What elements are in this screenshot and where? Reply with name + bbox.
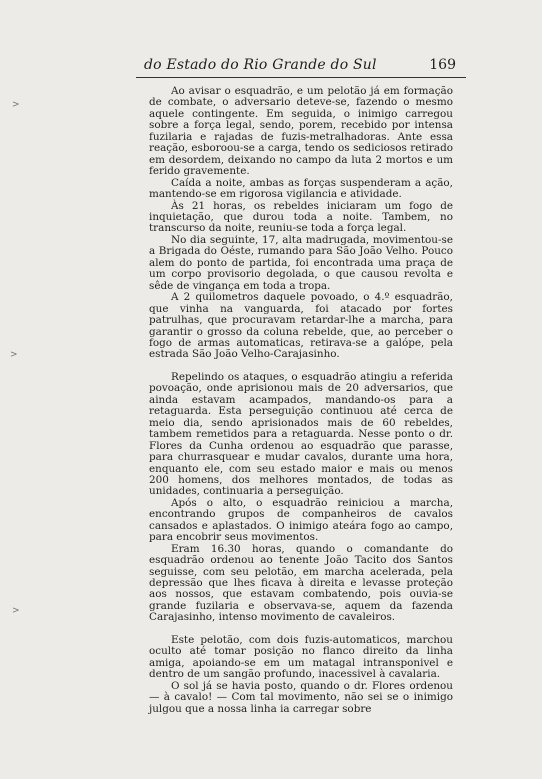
paragraph: Eram 16.30 horas, quando o comandante do esquadrão ordenou ao tenente João Tacito dos Santos seguisse, com seu pelotão, em marcha acelerada, pela depressão que lhes ficava à direita e levasse proteção aos nossos, que estavam combatendo, pois ouvia-se grande fuzilaria e observava-se, aquem da fazenda Carajasinho, intenso movimento de cavaleiros. bbox=[149, 542, 453, 624]
body-text bbox=[149, 86, 453, 715]
paragraph: Ao avisar o esquadrão, e um pelotão já em formação de combate, o adversario deteve-se, fazendo o mesmo aquele contingente. Em seguida, o inimigo carregou sobre a força legal, sendo, porem, recebido por intensa fuzilaria e rajadas de fuzis-metralhadoras. Ante essa reação, esboroou-se a carga, tendo os sediciosos retirado em desordem, deixando no campo da luta 2 mortos e um ferido gravemente. bbox=[149, 85, 453, 178]
margin-mark: > bbox=[12, 100, 20, 110]
paragraph: Às 21 horas, os rebeldes iniciaram um fogo de inquietação, que durou toda a noite. Tambem, no transcurso da noite, reuniu-se toda a força legal. bbox=[149, 199, 453, 235]
paragraph: No dia seguinte, 17, alta madrugada, movimentou-se a Brigada do Oéste, rumando para São João Velho. Pouco alem do ponto de partida, foi encontrada uma praça de um corpo provisorio degolada, o que causou revolta e sêde de vingança em toda a tropa. bbox=[149, 233, 453, 292]
margin-mark: > bbox=[10, 350, 18, 360]
page-number: 169 bbox=[429, 57, 456, 73]
paragraph: Repelindo os ataques, o esquadrão atingiu a referida povoação, onde aprisionou mais de 20 adversarios, que ainda estavam acampados, mandando-os para a retaguarda. Esta perseguição continuou até cerca de meio dia, sendo aprisionados mais de 60 rebeldes, tambem remetidos para a retaguarda. Nesse ponto o dr. Flores da Cunha ordenou ao esquadrão que parasse, para churrasquear e mudar cavalos, durante uma hora, enquanto ele, com seu estado maior e mais ou menos 200 homens, dos melhores montados, de todas as unidades, continuaria a perseguição. bbox=[149, 370, 453, 498]
paragraph: Caída a noite, ambas as forças suspenderam a ação, mantendo-se em rigorosa vigilancia e atividade. bbox=[149, 176, 453, 201]
running-header bbox=[136, 57, 466, 78]
paragraph: Após o alto, o esquadrão reiniciou a marcha, encontrando grupos de companheiros de cavalos cansados e aplastados. O inimigo ateára fogo ao campo, para encobrir seus movimentos. bbox=[149, 496, 453, 544]
paragraph: O sol já se havia posto, quando o dr. Flores ordenou — à cavalo! — Com tal movimento, não sei se o inimigo julgou que a nossa linha ia carregar sobre bbox=[149, 679, 453, 715]
paragraph: A 2 quilometros daquele povoado, o 4.º esquadrão, que vinha na vanguarda, foi atacado por fortes patrulhas, que procuravam retardar-lhe a marcha, para garantir o grosso da coluna rebelde, que, ao perceber o fogo de armas automaticas, retirava-se a galópe, pela estrada São João Velho-Carajasinho. bbox=[149, 291, 453, 361]
running-title: do Estado do Rio Grande do Sul bbox=[144, 57, 377, 73]
paragraph: Este pelotão, com dois fuzis-automaticos, marchou oculto até tomar posição no flanco direito da linha amiga, apoiando-se em um matagal intransponivel e dentro de um sangão profundo, inacessivel à cavalaria. bbox=[149, 633, 453, 681]
margin-mark: > bbox=[12, 606, 20, 616]
